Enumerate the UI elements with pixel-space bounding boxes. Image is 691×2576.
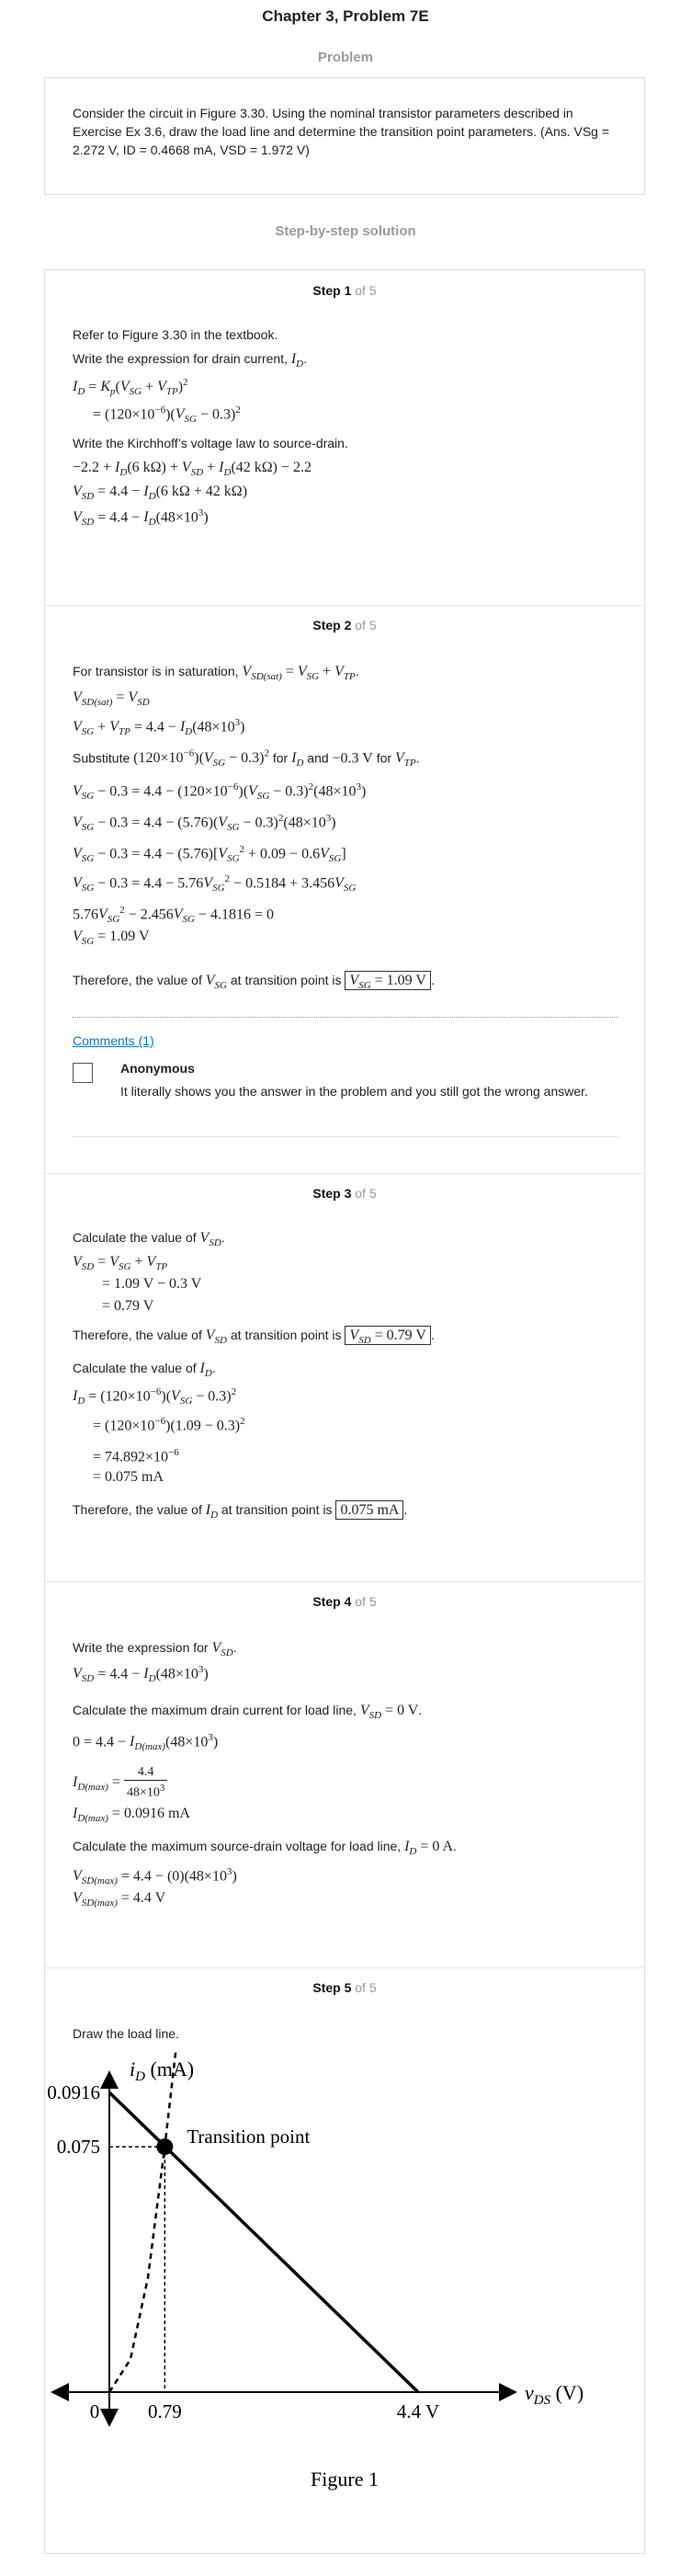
y-tick-label: 0.075 xyxy=(56,2136,100,2159)
step-2-equation: $V_{SG} = 1.09$ V xyxy=(73,929,150,948)
step-1-equation: = $(120\times 10^{-6})(V_{SG} - 0.3)^2$ xyxy=(93,405,241,426)
step-2-of: of 5 xyxy=(355,618,377,633)
problem-box xyxy=(44,77,645,195)
step-1-line: Write the expression for drain current, $I_D$. xyxy=(73,351,308,370)
y-tick-label: 0.0916 xyxy=(47,2081,100,2103)
step-2-line: For transistor is in saturation, $V_{SD(sat)} = V_{SG} + V_{TP}$. xyxy=(73,664,359,683)
x-tick-label: 0 xyxy=(89,2400,100,2422)
comments-divider xyxy=(73,1017,618,1018)
step-1-line: Refer to Figure 3.30 in the textbook. xyxy=(73,327,278,342)
step-2-equation: $V_{SG} + V_{TP} = 4.4 - I_D(48\times 10^3)$ xyxy=(73,717,245,738)
step-2-equation: $V_{SG} - 0.3 = 4.4 - (5.76)(V_{SG} - 0.3)^2(48\times 10^3)$ xyxy=(73,813,336,834)
step-5-header xyxy=(45,1980,644,1995)
step-3-equation: = 1.09 V − 0.3 V xyxy=(102,1276,202,1292)
problem-text: Consider the circuit in Figure 3.30. Using the nominal transistor parameters described in Exercise Ex 3.6, draw the load line and determine the transition point parameters. (Ans. VSg = 2.272 V, ID = 0.4668 mA, VSD = 1.972 V) xyxy=(73,106,610,157)
step-3-of: of 5 xyxy=(355,1186,377,1201)
step-1-of: of 5 xyxy=(355,283,377,298)
step-separator xyxy=(45,1173,644,1174)
step-3-equation: $I_D = (120\times 10^{-6})(V_{SG} - 0.3)^2$ xyxy=(73,1386,237,1408)
step-4-equation: $V_{SD(max)} = 4.4 - (0)(48\times 10^3)$ xyxy=(73,1866,237,1887)
step-5-line: Draw the load line. xyxy=(73,2026,179,2041)
step-4-line: Write the expression for $V_{SD}$. xyxy=(73,1640,237,1659)
transition-point-label: Transition point xyxy=(187,2126,311,2149)
step-2-equation: $V_{SG} - 0.3 = 4.4 - (5.76)[V_{SG}^2 + 0.09 - 0.6V_{SG}]$ xyxy=(73,844,346,865)
step-4-of: of 5 xyxy=(355,1594,377,1609)
step-2-equation: $V_{SD(sat)} = V_{SD}$ xyxy=(73,690,150,709)
step-3-header xyxy=(45,1186,644,1201)
x-tick-label: 4.4 V xyxy=(396,2400,440,2422)
steps-container xyxy=(44,269,645,2554)
step-5-of: of 5 xyxy=(355,1980,377,1995)
step-1-equation: $V_{SD} = 4.4 - I_D(6$ kΩ + 42 kΩ) xyxy=(73,484,248,503)
step-1-line: Write the Kirchhoff’s voltage law to source-drain. xyxy=(73,436,348,450)
step-3-equation: = $74.892\times 10^{-6}$ xyxy=(93,1447,179,1465)
step-3-conclusion: Therefore, the value of $I_D$ at transition point is 0.075 mA . xyxy=(73,1502,408,1522)
step-4-equation: $I_{D(max)}$ = $\frac{4.4}{48\times 10^3}$ xyxy=(73,1765,167,1801)
step-3-answer-id: 0.075 mA xyxy=(335,1500,403,1520)
step-4-header xyxy=(45,1594,644,1609)
step-4-equation: $0 = 4.4 - I_{D(max)}(48\times 10^3)$ xyxy=(73,1732,219,1753)
step-3-equation: = $(120\times 10^{-6})(1.09 - 0.3)^2$ xyxy=(93,1416,245,1434)
step-4-label: Step 4 xyxy=(312,1594,352,1609)
x-tick-label: 0.79 xyxy=(147,2400,182,2422)
step-3-line: Calculate the value of $I_D$. xyxy=(73,1361,216,1380)
step-3-equation: $V_{SD} = V_{SG} + V_{TP}$ xyxy=(73,1254,168,1273)
step-separator xyxy=(45,1581,644,1582)
step-2-answer: $V_{SG} = 1.09$ V xyxy=(345,971,431,990)
step-4-equation: $I_{D(max)} = 0.0916$ mA xyxy=(73,1806,190,1825)
step-separator xyxy=(45,605,644,606)
page-title: Chapter 3, Problem 7E xyxy=(262,7,429,25)
step-2-equation: $V_{SG} - 0.3 = 4.4 - 5.76V_{SG}^2 - 0.5184 + 3.456V_{SG}$ xyxy=(73,873,357,895)
comment-text: It literally shows you the answer in the problem and you still got the wrong answer. xyxy=(120,1084,588,1099)
comments-link[interactable]: Comments (1) xyxy=(73,1033,154,1048)
load-line-chart xyxy=(45,2045,644,2495)
step-2-conclusion: Therefore, the value of $V_{SG}$ at transition point is $V_{SG} = 1.09$ V . xyxy=(73,973,435,992)
step-2-label: Step 2 xyxy=(312,618,352,633)
step-1-equation: $-2.2 + I_D(6$ $k\Omega) + V_{SD} + I_D(42$ kΩ) − 2.2 xyxy=(73,460,312,479)
step-4-line: Calculate the maximum source-drain voltage for load line, $I_D = 0$ A. xyxy=(73,1839,457,1858)
comment-avatar xyxy=(73,1063,93,1083)
comment-author: Anonymous xyxy=(120,1061,195,1076)
transition-point-marker xyxy=(156,2138,173,2155)
step-1-label: Step 1 xyxy=(312,283,352,298)
figure-caption: Figure 1 xyxy=(311,2468,379,2491)
step-3-conclusion: Therefore, the value of $V_{SD}$ at transition point is $V_{SD} = 0.79$ V . xyxy=(73,1328,435,1347)
step-separator xyxy=(45,1967,644,1968)
y-axis-label: $i_D$ (mA) xyxy=(130,2057,195,2084)
step-3-equation: = 0.79 V xyxy=(102,1298,154,1314)
step-4-line: Calculate the maximum drain current for load line, $V_{SD} = 0$ V. xyxy=(73,1703,423,1722)
step-3-line: Calculate the value of $V_{SD}$. xyxy=(73,1230,225,1249)
step-4-equation: $V_{SD(max)} = 4.4$ V xyxy=(73,1890,166,1909)
step-2-header xyxy=(45,618,644,633)
step-5-label: Step 5 xyxy=(312,1980,352,1995)
solution-heading: Step-by-step solution xyxy=(275,223,416,239)
step-1-header xyxy=(45,283,644,298)
step-3-equation: = 0.075 mA xyxy=(93,1469,164,1485)
step-2-line: Substitute $(120\times 10^{-6})(V_{SG} - 0.3)^2$ for $I_D$ and −0.3 V for $V_{TP}$. xyxy=(73,748,420,769)
step-1-equation: $V_{SD} = 4.4 - I_D(48\times 10^3)$ xyxy=(73,507,209,529)
problem-heading: Problem xyxy=(317,50,373,65)
step-4-equation: $V_{SD} = 4.4 - I_D(48\times 10^3)$ xyxy=(73,1664,209,1685)
step-2-equation: $5.76V_{SG}^2 - 2.456V_{SG} - 4.1816 = 0$ xyxy=(73,905,275,926)
step-1-equation: $I_D = K_p(V_{SG} + V_{TP})^2$ xyxy=(73,377,188,398)
step-3-label: Step 3 xyxy=(312,1186,352,1201)
step-3-answer-vsd: $V_{SD} = 0.79$ V xyxy=(345,1326,431,1345)
step-2-equation: $V_{SG} - 0.3 = 4.4 - (120\times 10^{-6})(V_{SG} - 0.3)^2(48\times 10^3)$ xyxy=(73,781,367,803)
comments-divider xyxy=(73,1136,618,1137)
x-axis-label: $v_{DS}$ (V) xyxy=(525,2381,584,2408)
